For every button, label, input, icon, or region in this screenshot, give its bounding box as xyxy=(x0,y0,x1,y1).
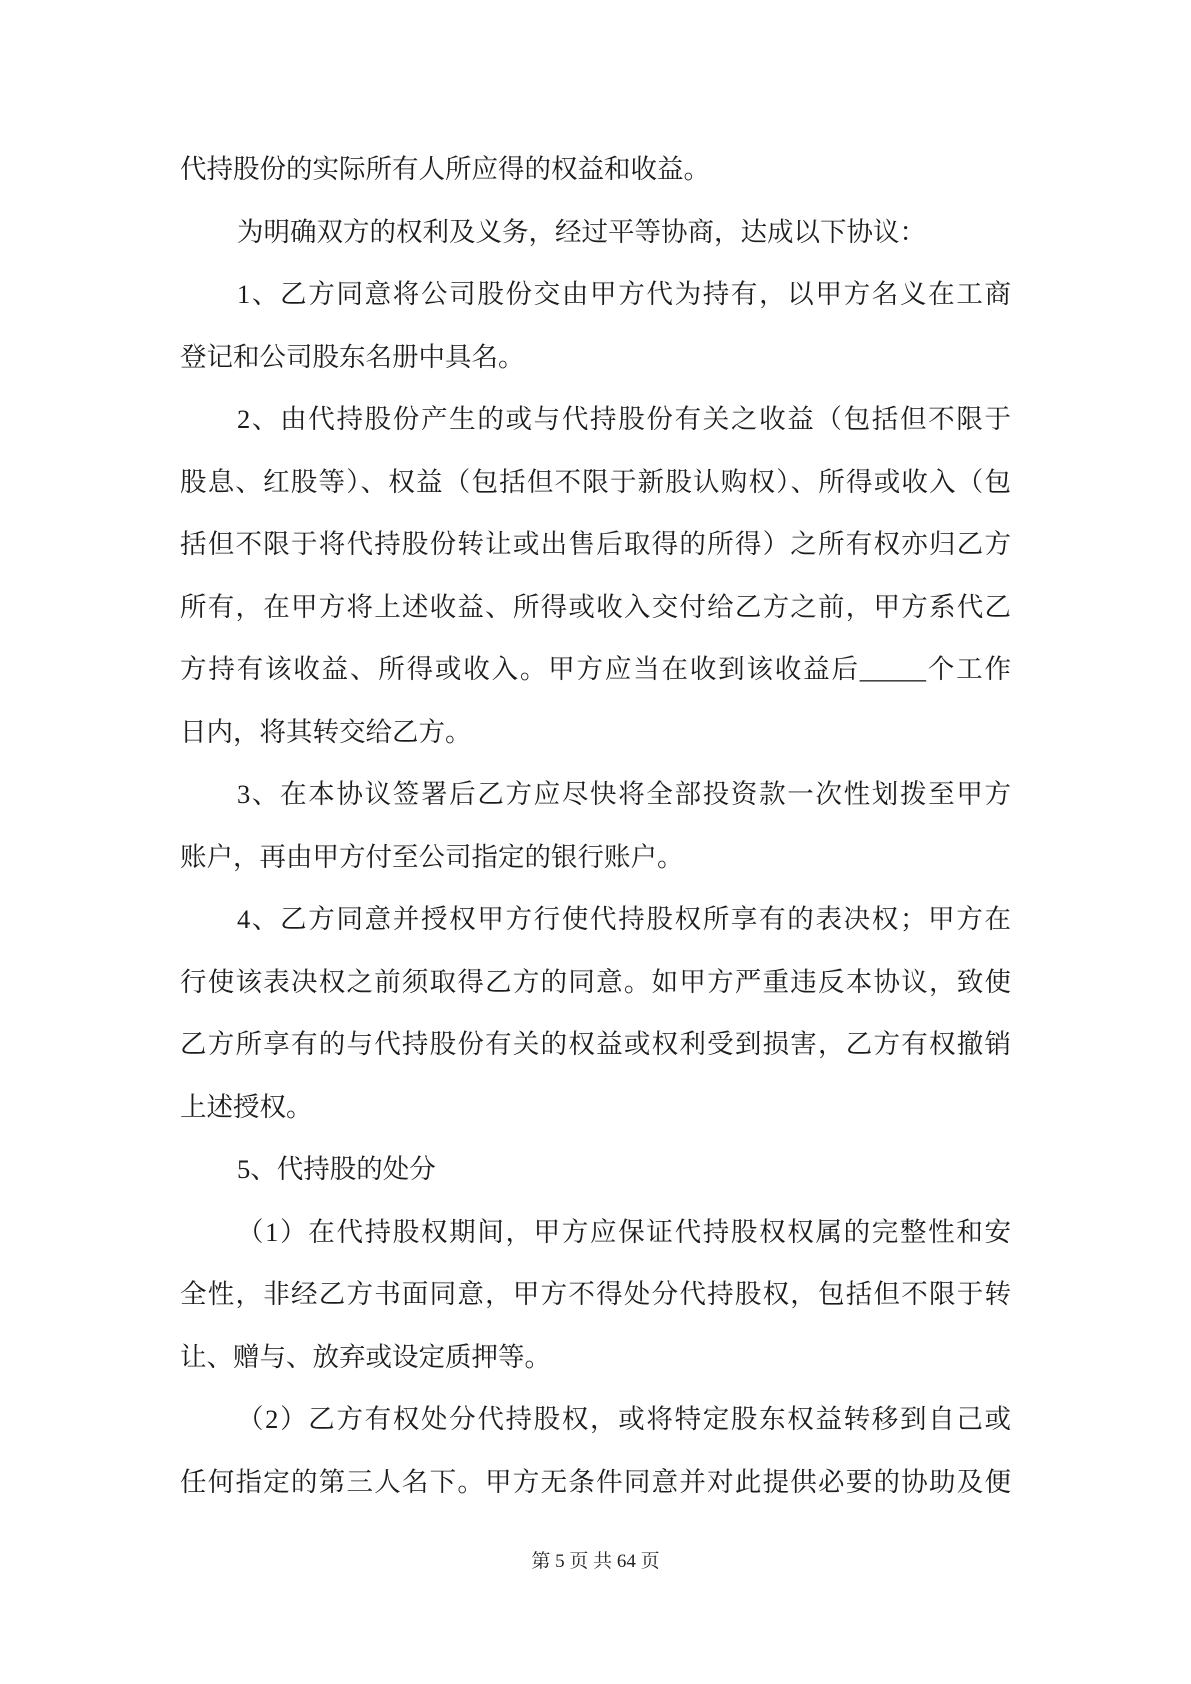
paragraph-line: 为明确双方的权利及义务，经过平等协商，达成以下协议： xyxy=(237,216,926,247)
paragraph-line: 股息、红股等）、权益（包括但不限于新股认购权）、所得或收入（包 xyxy=(180,466,1011,497)
paragraph-line: 3、在本协议签署后乙方应尽快将全部投资款一次性划拨至甲方 xyxy=(237,779,1011,809)
paragraph-line: （1）在代持股权期间，甲方应保证代持股权权属的完整性和安 xyxy=(237,1216,1011,1247)
paragraph-line: 账户，再由甲方付至公司指定的银行账户。 xyxy=(180,841,684,872)
paragraph xyxy=(180,138,1011,201)
paragraph-line: 乙方所享有的与代持股份有关的权益或权利受到损害，乙方有权撤销 xyxy=(180,1029,1011,1059)
paragraph-subclause-1 xyxy=(180,1201,1011,1389)
paragraph-line: 1、乙方同意将公司股份交由甲方代为持有，以甲方名义在工商 xyxy=(237,279,1011,309)
paragraph-clause-3 xyxy=(180,763,1011,888)
paragraph-line: 括但不限于将代持股份转让或出售后取得的所得）之所有权亦归乙方 xyxy=(180,529,1011,559)
paragraph-line: 5、代持股的处分 xyxy=(237,1154,436,1184)
paragraph-line: 让、赠与、放弃或设定质押等。 xyxy=(180,1341,551,1372)
paragraph-line: 全性，非经乙方书面同意，甲方不得处分代持股权，包括但不限于转 xyxy=(180,1279,1011,1309)
paragraph xyxy=(180,201,1011,264)
paragraph-subclause-2 xyxy=(180,1388,1011,1513)
paragraph-line: 任何指定的第三人名下。甲方无条件同意并对此提供必要的协助及便 xyxy=(180,1466,1011,1497)
page-footer: 第 5 页 共 64 页 xyxy=(531,1551,660,1572)
document-body xyxy=(180,138,1011,1513)
paragraph-line: 行使该表决权之前须取得乙方的同意。如甲方严重违反本协议，致使 xyxy=(180,966,1011,997)
paragraph-line: 方持有该收益、所得或收入。甲方应当在收到该收益后_____个工作 xyxy=(180,654,1011,684)
paragraph-line: （2）乙方有权处分代持股权，或将特定股东权益转移到自己或 xyxy=(237,1404,1011,1434)
paragraph-clause-4 xyxy=(180,888,1011,1138)
paragraph-line: 登记和公司股东名册中具名。 xyxy=(180,341,525,372)
paragraph-clause-2 xyxy=(180,388,1011,763)
paragraph-line: 4、乙方同意并授权甲方行使代持股权所享有的表决权；甲方在 xyxy=(237,904,1011,934)
paragraph-clause-1 xyxy=(180,263,1011,388)
paragraph-line: 代持股份的实际所有人所应得的权益和收益。 xyxy=(180,154,710,184)
paragraph-line: 日内，将其转交给乙方。 xyxy=(180,716,472,747)
paragraph-line: 上述授权。 xyxy=(180,1091,313,1122)
paragraph-line: 所有，在甲方将上述收益、所得或收入交付给乙方之前，甲方系代乙 xyxy=(180,591,1011,622)
paragraph-line: 2、由代持股份产生的或与代持股份有关之收益（包括但不限于 xyxy=(237,404,1011,434)
section-heading-clause-5 xyxy=(180,1138,1011,1201)
